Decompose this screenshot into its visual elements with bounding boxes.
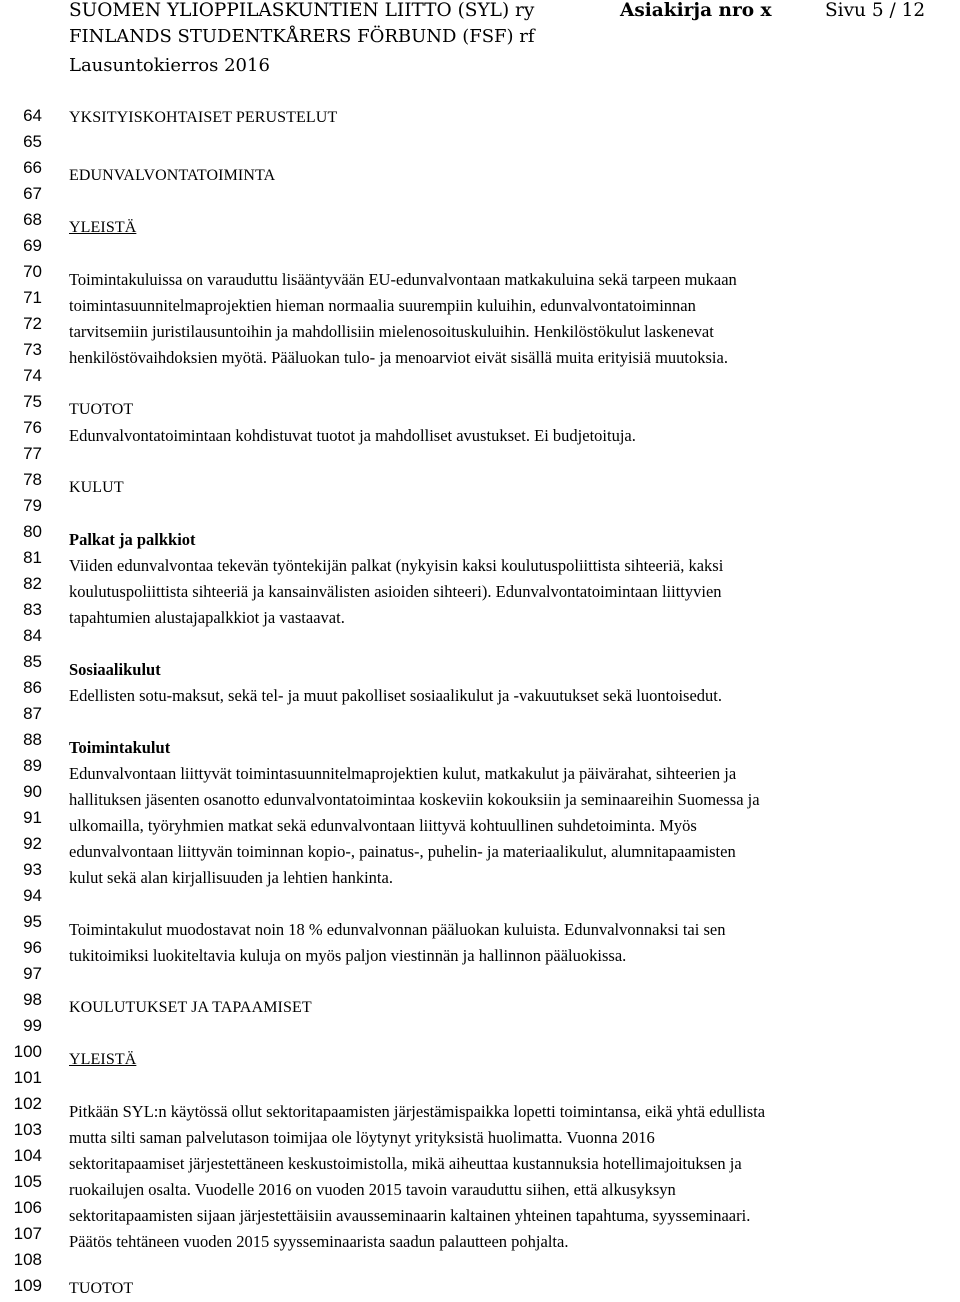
line-number: 81 — [23, 548, 42, 567]
line-number: 76 — [23, 418, 42, 437]
paragraph-line: Päätös tehtäneen vuoden 2015 syysseminaarista saadun palautteen pohjalta. — [69, 1232, 569, 1251]
paragraph-line: tukitoimiksi luokiteltavia kuluja on myös paljon viestinnän ja hallinnon pääluokissa. — [69, 946, 627, 965]
line-number: 72 — [23, 314, 42, 333]
paragraph-line: edunvalvontaan liittyvän toiminnan kopio-, painatus-, puhelin- ja materiaalikulut, alumnitapaamisten — [69, 842, 736, 861]
section-heading-edunvalvonta: EDUNVALVONTATOIMINTA — [69, 167, 276, 184]
line-number: 104 — [13, 1146, 42, 1165]
heading-sosiaalikulut: Sosiaalikulut — [69, 660, 161, 679]
line-number: 68 — [23, 210, 42, 229]
section-heading-koulutukset: KOULUTUKSET JA TAPAAMISET — [69, 999, 312, 1016]
line-number: 91 — [23, 808, 42, 827]
paragraph-line: Viiden edunvalvontaa tekevän työntekijän palkat (nykyisin kaksi koulutuspoliittista sihteeriä, kaksi — [69, 556, 724, 575]
paragraph-line: henkilöstövaihdoksien myötä. Pääluokan tulo- ja menoarviot eivät sisällä muita erityisiä muutoksia. — [69, 348, 728, 367]
line-number: 84 — [23, 626, 42, 645]
line-number: 64 — [23, 106, 42, 125]
line-number: 90 — [23, 782, 42, 801]
line-number: 77 — [23, 444, 42, 463]
line-number: 70 — [23, 262, 42, 281]
line-number: 87 — [23, 704, 42, 723]
line-number: 99 — [23, 1016, 42, 1035]
line-number: 65 — [23, 132, 42, 151]
line-number: 96 — [23, 938, 42, 957]
document-subtitle: Lausuntokierros 2016 — [69, 55, 270, 76]
paragraph-line: hallituksen jäsenten osanotto edunvalvontatoimintaa koskeviin kokouksiin ja seminaareihin Suomessa ja — [69, 790, 760, 809]
paragraph-line: ulkomailla, työryhmien matkat sekä edunvalvontaan liittyvä kohtuullinen suhdetoiminta. Myös — [69, 816, 697, 835]
subheading-tuotot: TUOTOT — [69, 401, 134, 418]
paragraph-line: Edellisten sotu-maksut, sekä tel- ja muut pakolliset sosiaalikulut ja -vakuutukset sekä luontoisedut. — [69, 686, 723, 705]
line-number: 67 — [23, 184, 42, 203]
line-number: 78 — [23, 470, 42, 489]
paragraph-line: koulutuspoliittista sihteeriä ja kansainvälisten asioiden sihteeri). Edunvalvontatoimintaan liittyvien — [69, 582, 722, 601]
line-number: 75 — [23, 392, 42, 411]
paragraph-line: sektoritapaamisten sijaan järjestettäisiin avausseminaarin kaltainen yhteinen tapahtuma, syysseminaari. — [69, 1206, 751, 1225]
line-number: 88 — [23, 730, 42, 749]
line-number: 86 — [23, 678, 42, 697]
paragraph-line: Toimintakuluissa on varauduttu lisääntyvään EU-edunvalvontaan matkakuluina sekä tarpeen mukaan — [69, 270, 737, 289]
paragraph-line: kulut sekä alan kirjallisuuden ja lehtien hankinta. — [69, 868, 393, 887]
paragraph-line: mutta silti saman palvelutason toimijaa ole löytynyt yrityksistä huolimatta. Vuonna 2016 — [69, 1128, 655, 1147]
heading-toimintakulut: Toimintakulut — [69, 738, 171, 757]
paragraph-line: tapahtumien alustajapalkkiot ja vastaavat. — [69, 608, 345, 627]
subheading-tuotot: TUOTOT — [69, 1280, 134, 1297]
paragraph-line: Edunvalvontaan liittyvät toimintasuunnitelmaprojektien kulut, matkakulut ja päivärahat, sihteerien ja — [69, 764, 737, 783]
paragraph-line: Edunvalvontatoimintaan kohdistuvat tuotot ja mahdolliset avustukset. Ei budjetoituja. — [69, 426, 636, 445]
line-number: 85 — [23, 652, 42, 671]
line-number: 97 — [23, 964, 42, 983]
subheading-kulut: KULUT — [69, 479, 124, 496]
paragraph-line: Toimintakulut muodostavat noin 18 % edunvalvonnan pääluokan kuluista. Edunvalvonnaksi tai sen — [69, 920, 726, 939]
line-number: 103 — [13, 1120, 42, 1139]
page-indicator: Sivu 5 / 12 — [825, 0, 926, 21]
main-heading: YKSITYISKOHTAISET PERUSTELUT — [69, 109, 338, 126]
line-number: 93 — [23, 860, 42, 879]
line-number: 109 — [13, 1276, 42, 1295]
heading-palkat: Palkat ja palkkiot — [69, 530, 196, 549]
paragraph-line: sektoritapaamiset järjestettäneen keskustoimistolla, mikä aiheuttaa kustannuksia hotellimajoituksen ja — [69, 1154, 742, 1173]
line-number: 74 — [23, 366, 42, 385]
line-number: 94 — [23, 886, 42, 905]
line-number: 82 — [23, 574, 42, 593]
paragraph-line: ruokailujen osalta. Vuodelle 2016 on vuoden 2015 tavoin varauduttu siihen, että alkusyksyn — [69, 1180, 676, 1199]
line-number: 79 — [23, 496, 42, 515]
paragraph-line: toimintasuunnitelmaprojektien hieman normaalia suurempiin kuluihin, edunvalvontatoiminnan — [69, 296, 696, 315]
line-number: 102 — [13, 1094, 42, 1113]
line-number: 71 — [23, 288, 42, 307]
line-number: 108 — [13, 1250, 42, 1269]
paragraph-line: Pitkään SYL:n käytössä ollut sektoritapaamisten järjestämispaikka lopetti toimintansa, eikä yhtä edullista — [69, 1102, 766, 1121]
line-number: 100 — [13, 1042, 42, 1061]
line-number: 69 — [23, 236, 42, 255]
line-number: 107 — [13, 1224, 42, 1243]
line-number: 83 — [23, 600, 42, 619]
line-number: 101 — [13, 1068, 42, 1087]
paragraph-line: tarvitsemiin juristilausuntoihin ja mahdollisiin mielenosoituskuluihin. Henkilöstökulut laskenevat — [69, 322, 714, 341]
line-number: 105 — [13, 1172, 42, 1191]
subheading-yleista: YLEISTÄ — [69, 1051, 137, 1068]
line-number: 95 — [23, 912, 42, 931]
line-number: 80 — [23, 522, 42, 541]
organization-name-sv: FINLANDS STUDENTKÅRERS FÖRBUND (FSF) rf — [69, 26, 535, 47]
line-number: 92 — [23, 834, 42, 853]
line-number: 73 — [23, 340, 42, 359]
line-number: 98 — [23, 990, 42, 1009]
line-number: 89 — [23, 756, 42, 775]
document-number: Asiakirja nro x — [620, 0, 772, 21]
line-number: 106 — [13, 1198, 42, 1217]
subheading-yleista: YLEISTÄ — [69, 219, 137, 236]
organization-name-fi: SUOMEN YLIOPPILASKUNTIEN LIITTO (SYL) ry — [69, 0, 535, 21]
line-number: 66 — [23, 158, 42, 177]
